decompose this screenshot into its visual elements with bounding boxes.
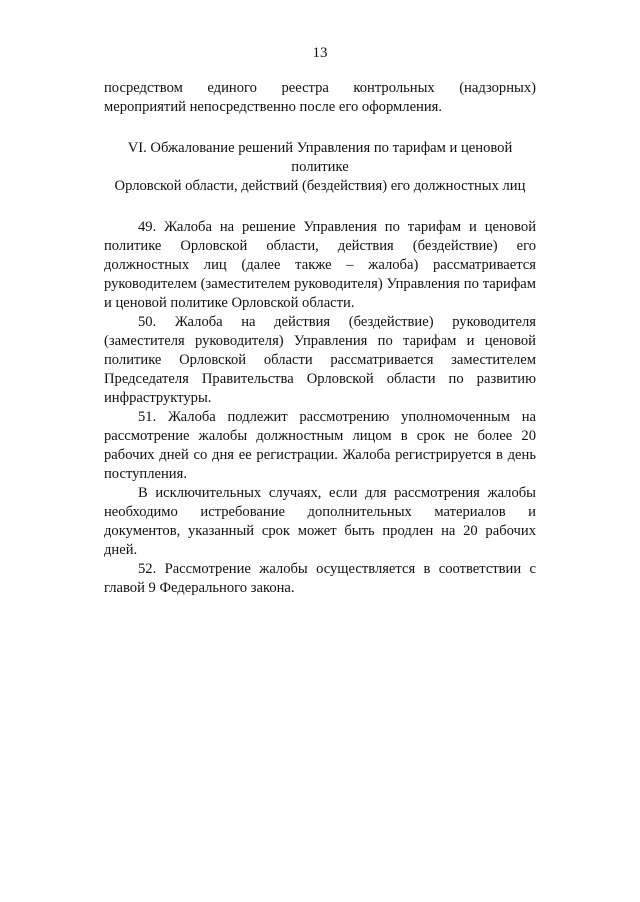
section-heading-line-2: Орловской области, действий (бездействия) его должностных лиц bbox=[114, 178, 526, 194]
paragraph-49: 49. Жалоба на решение Управления по тарифам и ценовой политике Орловской области, действия (бездействие) его должностных лиц (далее также – жалоба) рассматривается руководителем (заместителем руководителя) Управления по тарифам и ценовой политике Орловской области. bbox=[104, 219, 536, 311]
paragraph-51: 51. Жалоба подлежит рассмотрению уполномоченным на рассмотрение жалобы должностным лицом в срок не более 20 рабочих дней со дня ее регистрации. Жалоба регистрируется в день поступления. bbox=[104, 409, 536, 482]
document-body bbox=[104, 79, 536, 598]
section-heading-line-1: VI. Обжалование решений Управления по тарифам и ценовой политике bbox=[127, 140, 513, 175]
page-number: 13 bbox=[312, 45, 328, 61]
section-heading bbox=[104, 139, 536, 196]
continuation-paragraph: посредством единого реестра контрольных (надзорных) мероприятий непосредственно после его оформления. bbox=[104, 80, 536, 115]
paragraph-51-extension: В исключительных случаях, если для рассмотрения жалобы необходимо истребование дополнительных материалов и документов, указанный срок может быть продлен на 20 рабочих дней. bbox=[104, 485, 536, 558]
paragraph-52: 52. Рассмотрение жалобы осуществляется в соответствии с главой 9 Федерального закона. bbox=[104, 561, 536, 596]
paragraph-50: 50. Жалоба на действия (бездействие) руководителя (заместителя руководителя) Управления по тарифам и ценовой политике Орловской области рассматривается заместителем Председателя Правительства Орловской области по развитию инфраструктуры. bbox=[104, 314, 536, 406]
